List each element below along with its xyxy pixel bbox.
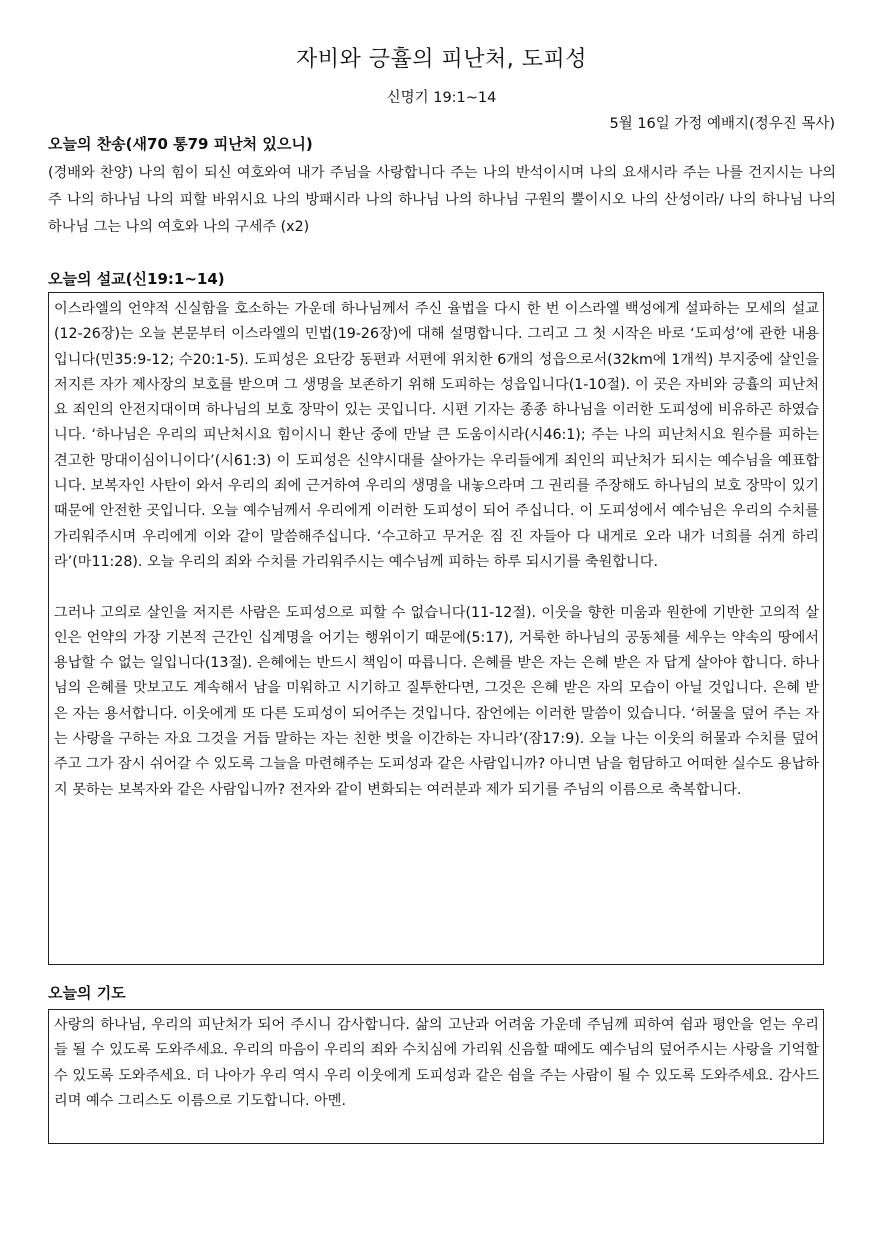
prayer-box bbox=[48, 1009, 824, 1144]
hymn-heading: 오늘의 찬송(새70 통79 피난처 있으니) bbox=[48, 135, 313, 153]
scripture-reference: 신명기 19:1~14 bbox=[386, 90, 497, 106]
prayer-heading: 오늘의 기도 bbox=[48, 984, 126, 1002]
document-title: 자비와 긍휼의 피난처, 도피성 bbox=[296, 47, 587, 72]
sermon-paragraph-1: 이스라엘의 언약적 신실함을 호소하는 가운데 하나님께서 주신 율법을 다시 한 번 이스라엘 백성에게 설파하는 모세의 설교(12-26장)는 오늘 본문부터 이스라엘의 민법(19-26장)에 대해 설명합니다. 그리고 그 첫 시작은 바로 ‘도피성’에 관한 내용입니다(민35:9-12; 수20:1-5). 도피성은 요단강 동편과 서편에 위치한 6개의 성읍으로서(32km에 1개씩) 부지중에 살인을 저지른 자가 제사장의 보호를 받으며 그 생명을 보존하기 위해 도피하는 성읍입니다(1-10절). 이 곳은 자비와 긍휼의 피난처요 죄인의 안전지대이며 하나님의 보호 장막이 있는 곳입니다. 시편 기자는 종종 하나님을 이러한 도피성에 비유하곤 하였습니다. ‘하나님은 우리의 피난처시요 힘이시니 환난 중에 만날 큰 도움이시라(시46:1); 주는 나의 피난처시요 원수를 피하는 견고한 망대이심이니이다’(시61:3) 이 도피성은 신약시대를 살아가는 우리들에게 죄인의 피난처가 되시는 예수님을 예표합니다. 보복자인 사탄이 와서 우리의 죄에 근거하여 우리의 생명을 내놓으라며 그 권리를 주장해도 하나님의 보호 장막이 있기 때문에 안전한 곳입니다. 오늘 예수님께서 우리에게 이러한 도피성이 되어 주십니다. 이 도피성에서 예수님은 우리의 수치를 가리워주시며 우리에게 이와 같이 말씀해주십니다. ‘수고하고 무거운 짐 진 자들아 다 내게로 오라 내가 너희를 쉬게 하리라’(마11:28). 오늘 우리의 죄와 수치를 가리워주시는 예수님께 피하는 하루 되시기를 축원합니다. bbox=[54, 301, 819, 570]
hymn-lyrics: (경배와 찬양) 나의 힘이 되신 여호와여 내가 주님을 사랑합니다 주는 나의 반석이시며 나의 요새시라 주는 나를 건지시는 나의 주 나의 하나님 나의 피할 바위시요 나의 방패시라 나의 하나님 나의 하나님 구원의 뿔이시오 나의 산성이라/ 나의 하나님 나의 하나님 그는 나의 여호와 나의 구세주 (x2) bbox=[48, 165, 836, 235]
date-author-line: 5월 16일 가정 예배지(정우진 목사) bbox=[609, 116, 835, 132]
sermon-heading: 오늘의 설교(신19:1~14) bbox=[48, 270, 225, 288]
sermon-box bbox=[48, 292, 824, 965]
sermon-paragraph-2: 그러나 고의로 살인을 저지른 사람은 도피성으로 피할 수 없습니다(11-12절). 이웃을 향한 미움과 원한에 기반한 고의적 살인은 언약의 가장 기본적 근간인 십계명을 어기는 행위이기 때문에(5:17), 거룩한 하나님의 공동체를 세우는 약속의 땅에서 용납할 수 없는 일입니다(13절). 은혜에는 반드시 책임이 따릅니다. 은혜를 받은 자는 은혜 받은 자 답게 살아야 합니다. 하나님의 은혜를 맛보고도 계속해서 남을 미워하고 시기하고 질투한다면, 그것은 은혜 받은 자의 모습이 아닐 것입니다. 은혜 받은 자는 용서합니다. 이웃에게 또 다른 도피성이 되어주는 것입니다. 잠언에는 이러한 말씀이 있습니다. ‘허물을 덮어 주는 자는 사랑을 구하는 자요 그것을 거듭 말하는 자는 친한 벗을 이간하는 자니라’(잠17:9). 오늘 나는 이웃의 허물과 수치를 덮어주고 그가 잠시 쉬어갈 수 있도록 그늘을 마련해주는 도피성과 같은 사람입니까? 아니면 남을 험담하고 어떠한 실수도 용납하지 못하는 보복자와 같은 사람입니까? 전자와 같이 변화되는 여러분과 제가 되기를 주님의 이름으로 축복합니다. bbox=[54, 604, 819, 798]
prayer-text: 사랑의 하나님, 우리의 피난처가 되어 주시니 감사합니다. 삶의 고난과 어려움 가운데 주님께 피하여 쉼과 평안을 얻는 우리들 될 수 있도록 도와주세요. 우리의 마음이 우리의 죄와 수치심에 가리워 신음할 때에도 예수님의 덮어주시는 사랑을 기억할 수 있도록 도와주세요. 더 나아가 우리 역시 우리 이웃에게 도피성과 같은 쉼을 주는 사람이 될 수 있도록 도와주세요. 감사드리며 예수 그리스도 이름으로 기도합니다. 아멘. bbox=[54, 1017, 819, 1109]
